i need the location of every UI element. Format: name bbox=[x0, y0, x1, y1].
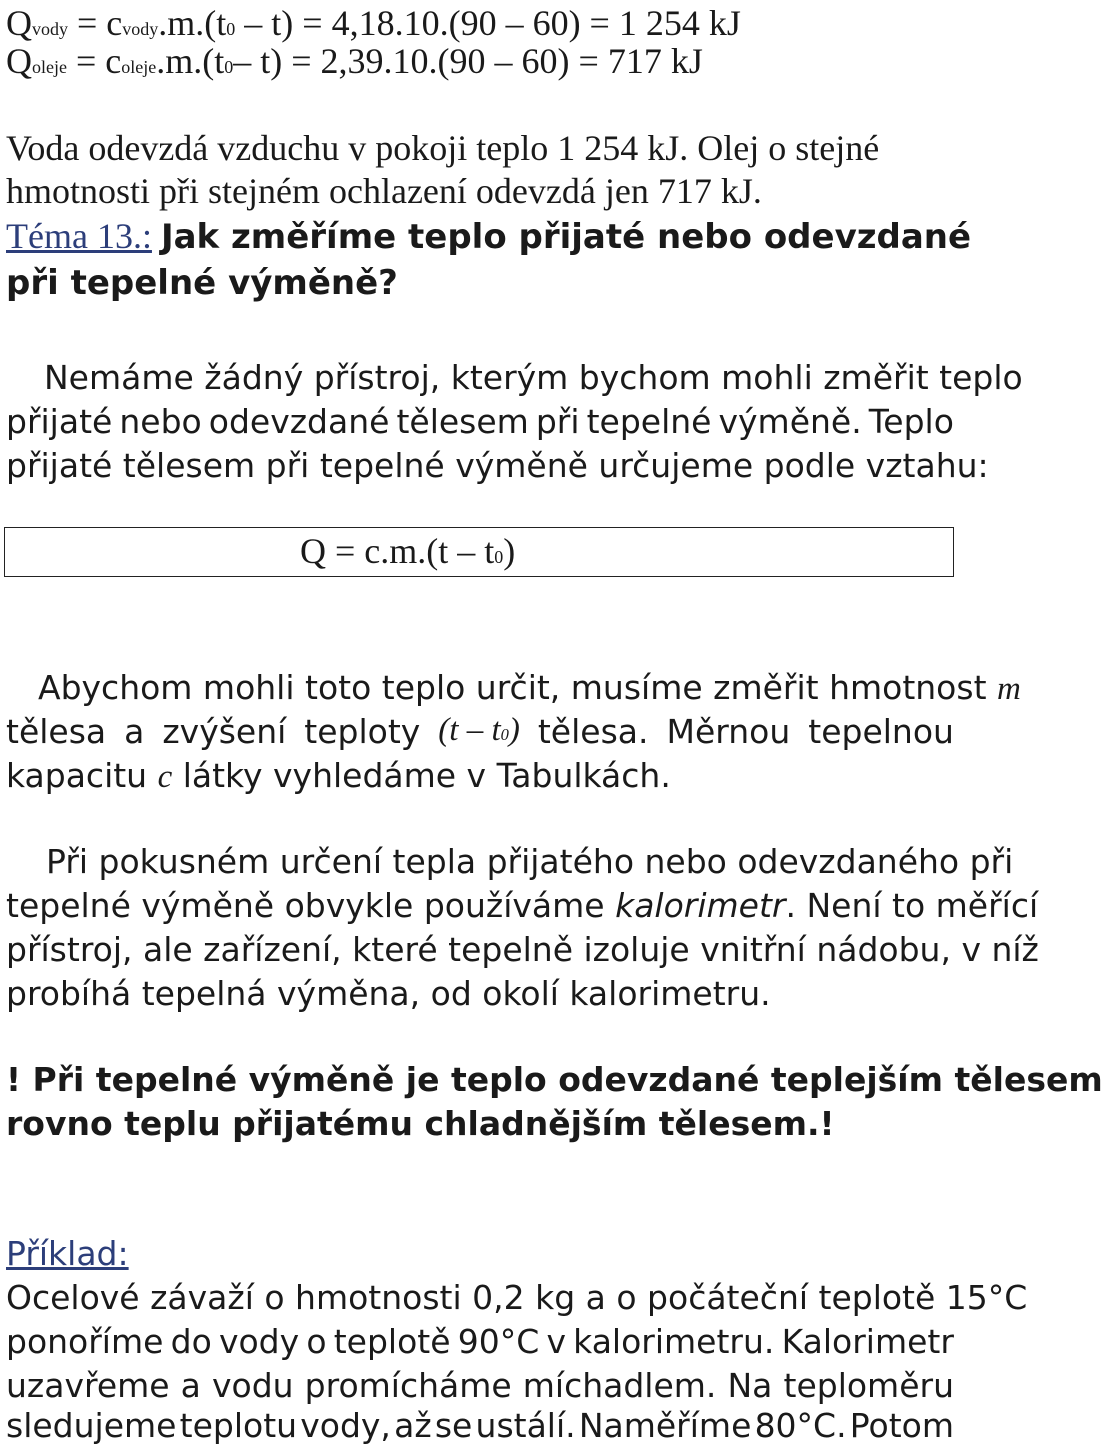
subscript: 0 bbox=[494, 547, 504, 567]
intro-line: Voda odevzdá vzduchu v pokoji teplo 1 254 kJ. Olej o stejné bbox=[6, 128, 880, 168]
word: Teplo bbox=[868, 402, 954, 441]
word: a bbox=[124, 712, 145, 751]
temperature-difference bbox=[438, 712, 520, 751]
word: vody, bbox=[300, 1406, 391, 1445]
word: sledujeme bbox=[6, 1406, 177, 1445]
para2-line bbox=[6, 756, 671, 796]
subscript: vody bbox=[122, 19, 159, 39]
para3-line: probíhá tepelná výměna, od okolí kalorimetru. bbox=[6, 974, 771, 1013]
word: 90°C bbox=[457, 1322, 540, 1361]
subscript: 0 bbox=[226, 19, 236, 39]
word: teplotě bbox=[333, 1322, 451, 1361]
calc-text: = c bbox=[66, 41, 122, 81]
text: tepelné výměně obvykle používáme bbox=[6, 886, 616, 925]
word: tepelné bbox=[586, 402, 712, 441]
calc-text: = c bbox=[68, 3, 123, 43]
word: při bbox=[535, 402, 580, 441]
word: ponoříme bbox=[6, 1322, 164, 1361]
word: teploty bbox=[304, 712, 421, 751]
calc-result: – t) = 4,18.10.(90 – 60) = 1 254 kJ bbox=[235, 3, 741, 43]
word: Naměříme bbox=[578, 1406, 752, 1445]
subscript: vody bbox=[32, 19, 68, 39]
text: Abychom mohli toto teplo určit, musíme změřit hmotnost bbox=[38, 668, 997, 707]
subscript: oleje bbox=[121, 57, 157, 77]
subscript: 0 bbox=[224, 57, 234, 77]
word: vodu bbox=[211, 1366, 294, 1405]
text: látky vyhledáme v Tabulkách. bbox=[172, 756, 671, 795]
word: nebo bbox=[119, 402, 202, 441]
text: . Není to měřící bbox=[785, 886, 1039, 925]
example-line bbox=[6, 1322, 954, 1361]
word: tělesa. bbox=[537, 712, 649, 751]
word: teploměru bbox=[783, 1366, 954, 1405]
word: Na bbox=[727, 1366, 773, 1405]
subscript: oleje bbox=[32, 57, 67, 77]
word: ustálí. bbox=[475, 1406, 576, 1445]
word: odevzdané bbox=[208, 402, 390, 441]
example-line bbox=[6, 1366, 954, 1405]
para2-line bbox=[38, 668, 1021, 708]
para3-line bbox=[6, 886, 1038, 925]
word: až bbox=[394, 1406, 432, 1445]
calc-result: – t) = 2,39.10.(90 – 60) = 717 kJ bbox=[233, 41, 703, 81]
text: ) bbox=[508, 712, 520, 748]
para2-line bbox=[6, 712, 954, 751]
symbol-c: c bbox=[157, 759, 173, 795]
heat-formula bbox=[300, 530, 515, 572]
word: se bbox=[434, 1406, 473, 1445]
symbol-q: Q bbox=[6, 3, 32, 43]
symbol-m: m bbox=[997, 671, 1021, 707]
example-line: Ocelové závaží o hmotnosti 0,2 kg a o počáteční teplotě 15°C bbox=[6, 1278, 1028, 1317]
para1-line: přijaté tělesem při tepelné výměně určujeme podle vztahu: bbox=[6, 446, 989, 485]
intro-line: hmotnosti při stejném ochlazení odevzdá jen 717 kJ. bbox=[6, 171, 762, 211]
word: tělesa bbox=[6, 712, 107, 751]
para3-line: přístroj, ale zařízení, které tepelně izoluje vnitřní nádobu, v níž bbox=[6, 930, 1039, 969]
rule-line: rovno teplu přijatému chladnějším tělesem.! bbox=[6, 1104, 835, 1143]
word: tepelnou bbox=[808, 712, 954, 751]
word: Měrnou bbox=[666, 712, 791, 751]
text: (t – t bbox=[438, 712, 501, 748]
word: o bbox=[306, 1322, 327, 1361]
topic-title: Jak změříme teplo přijaté nebo odevzdané bbox=[160, 217, 972, 257]
word: do bbox=[170, 1322, 212, 1361]
word: v bbox=[546, 1322, 566, 1361]
example-line bbox=[6, 1406, 954, 1445]
calc-text: .m.(t bbox=[158, 3, 227, 43]
word: Potom bbox=[849, 1406, 954, 1445]
word: výměně. bbox=[718, 402, 862, 441]
formula-text: Q = c.m.(t – t bbox=[300, 531, 495, 571]
calc-text: .m.(t bbox=[156, 41, 225, 81]
word: promícháme bbox=[304, 1366, 512, 1405]
para1-line: Nemáme žádný přístroj, kterým bychom mohli změřit teplo bbox=[44, 358, 1023, 397]
word: uzavřeme bbox=[6, 1366, 170, 1405]
rule-line: ! Při tepelné výměně je teplo odevzdané teplejším tělesem bbox=[6, 1060, 1103, 1099]
word: tělesem bbox=[396, 402, 529, 441]
water-heat-calc bbox=[6, 2, 741, 44]
oil-heat-calc bbox=[6, 40, 703, 82]
symbol-q: Q bbox=[6, 41, 32, 81]
topic-label: Téma 13.: bbox=[6, 216, 152, 256]
word: přijaté bbox=[6, 402, 113, 441]
word: 80°C. bbox=[754, 1406, 847, 1445]
text: kapacitu bbox=[6, 756, 158, 795]
subscript: 0 bbox=[500, 725, 509, 744]
word: zvýšení bbox=[162, 712, 287, 751]
example-label: Příklad: bbox=[6, 1234, 129, 1273]
word: a bbox=[180, 1366, 201, 1405]
topic-title-cont: při tepelné výměně? bbox=[6, 263, 398, 303]
topic-heading bbox=[6, 215, 971, 257]
para1-line bbox=[6, 402, 954, 441]
word: míchadlem. bbox=[522, 1366, 717, 1405]
term-kalorimetr: kalorimetr bbox=[615, 886, 786, 925]
word: vody bbox=[218, 1322, 300, 1361]
word: teplotu bbox=[179, 1406, 298, 1445]
word: Kalorimetr bbox=[781, 1322, 954, 1361]
word: kalorimetru. bbox=[573, 1322, 775, 1361]
para3-line: Při pokusném určení tepla přijatého nebo odevzdaného při bbox=[46, 842, 1014, 881]
formula-text: ) bbox=[503, 531, 516, 571]
